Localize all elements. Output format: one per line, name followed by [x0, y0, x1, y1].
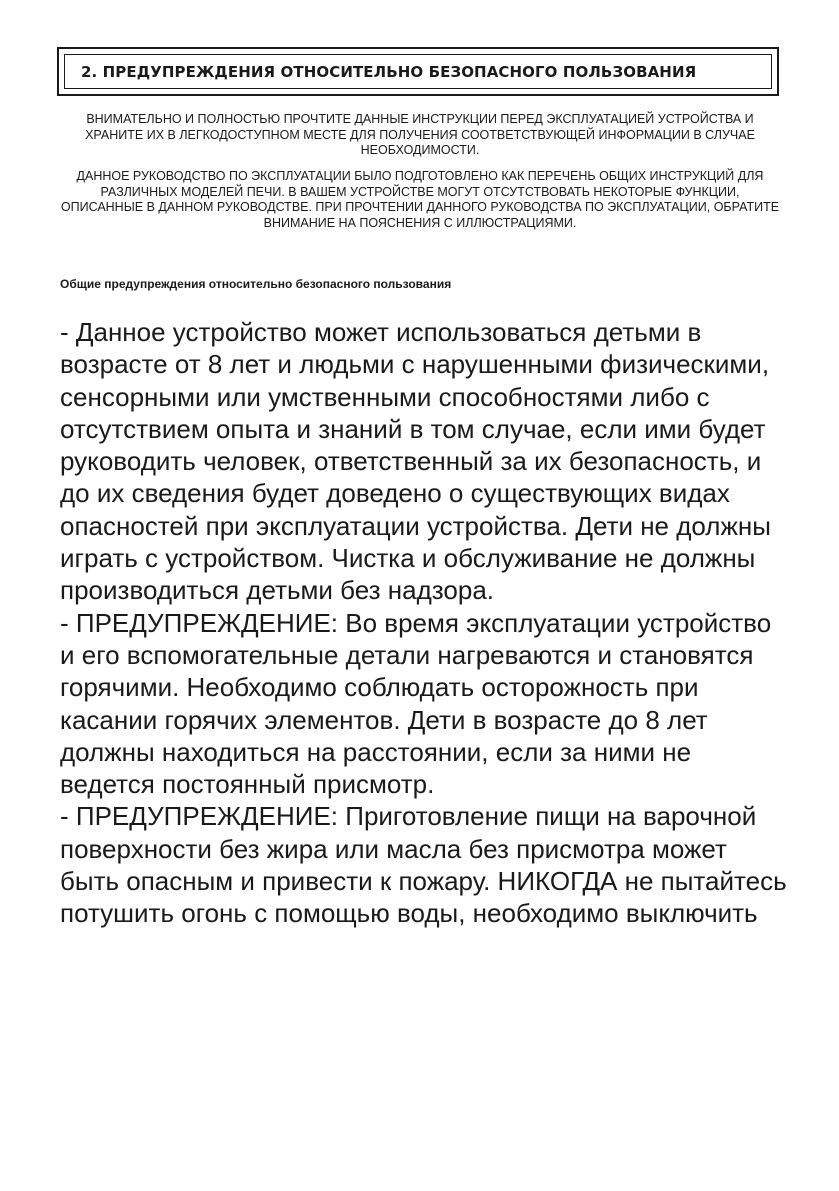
- general-warnings-subheading: Общие предупреждения относительно безопасного пользования: [60, 277, 452, 291]
- warnings-body: [60, 316, 790, 930]
- warning-paragraph-children: - Данное устройство может использоваться детьми в возрасте от 8 лет и людьми с нарушенными физическими, сенсорными или умственными способностями либо с отсутствием опыта и знаний в том случае, если ими будет руководить человек, ответственный за их безопасность, и до их сведения будет доведено о существующих видах опасностей при эксплуатации устройства. Дети не должны играть с устройством. Чистка и обслуживание не должны производиться детьми без надзора.: [60, 317, 771, 606]
- warning-paragraph-fire: - ПРЕДУПРЕЖДЕНИЕ: Приготовление пищи на варочной поверхности без жира или масла без присмотра может быть опасным и привести к пожару. НИКОГДА не пытайтесь потушить огонь с помощью воды, необходимо выключить: [60, 801, 787, 929]
- read-instructions-notice: ВНИМАТЕЛЬНО И ПОЛНОСТЬЮ ПРОЧТИТЕ ДАННЫЕ ИНСТРУКЦИИ ПЕРЕД ЭКСПЛУАТАЦИЕЙ УСТРОЙСТВА И ХРАНИТЕ ИХ В ЛЕГКОДОСТУПНОМ МЕСТЕ ДЛЯ ПОЛУЧЕНИЯ СООТВЕТСТВУЮЩЕЙ ИНФОРМАЦИИ В СЛУЧАЕ НЕОБХОДИМОСТИ.: [85, 112, 755, 157]
- section-title-inner-frame: [64, 54, 772, 89]
- section-title: 2. ПРЕДУПРЕЖДЕНИЯ ОТНОСИТЕЛЬНО БЕЗОПАСНОГО ПОЛЬЗОВАНИЯ: [81, 62, 697, 81]
- section-title-frame: [57, 47, 779, 96]
- manual-scope-notice: ДАННОЕ РУКОВОДСТВО ПО ЭКСПЛУАТАЦИИ БЫЛО ПОДГОТОВЛЕНО КАК ПЕРЕЧЕНЬ ОБЩИХ ИНСТРУКЦИЙ ДЛЯ РАЗЛИЧНЫХ МОДЕЛЕЙ ПЕЧИ. В ВАШЕМ УСТРОЙСТВЕ МОГУТ ОТСУТСТВОВАТЬ НЕКОТОРЫЕ ФУНКЦИИ, ОПИСАННЫЕ В ДАННОМ РУКОВОДСТВЕ. ПРИ ПРОЧТЕНИИ ДАННОГО РУКОВОДСТВА ПО ЭКСПЛУАТАЦИИ, ОБРАТИТЕ ВНИМАНИЕ НА ПОЯСНЕНИЯ С ИЛЛЮСТРАЦИЯМИ.: [60, 169, 780, 230]
- warning-paragraph-hot-parts: - ПРЕДУПРЕЖДЕНИЕ: Во время эксплуатации устройство и его вспомогательные детали нагреваются и становятся горячими. Необходимо соблюдать осторожность при касании горячих элементов. Дети в возрасте до 8 лет должны находиться на расстоянии, если за ними не ведется постоянный присмотр.: [60, 607, 772, 800]
